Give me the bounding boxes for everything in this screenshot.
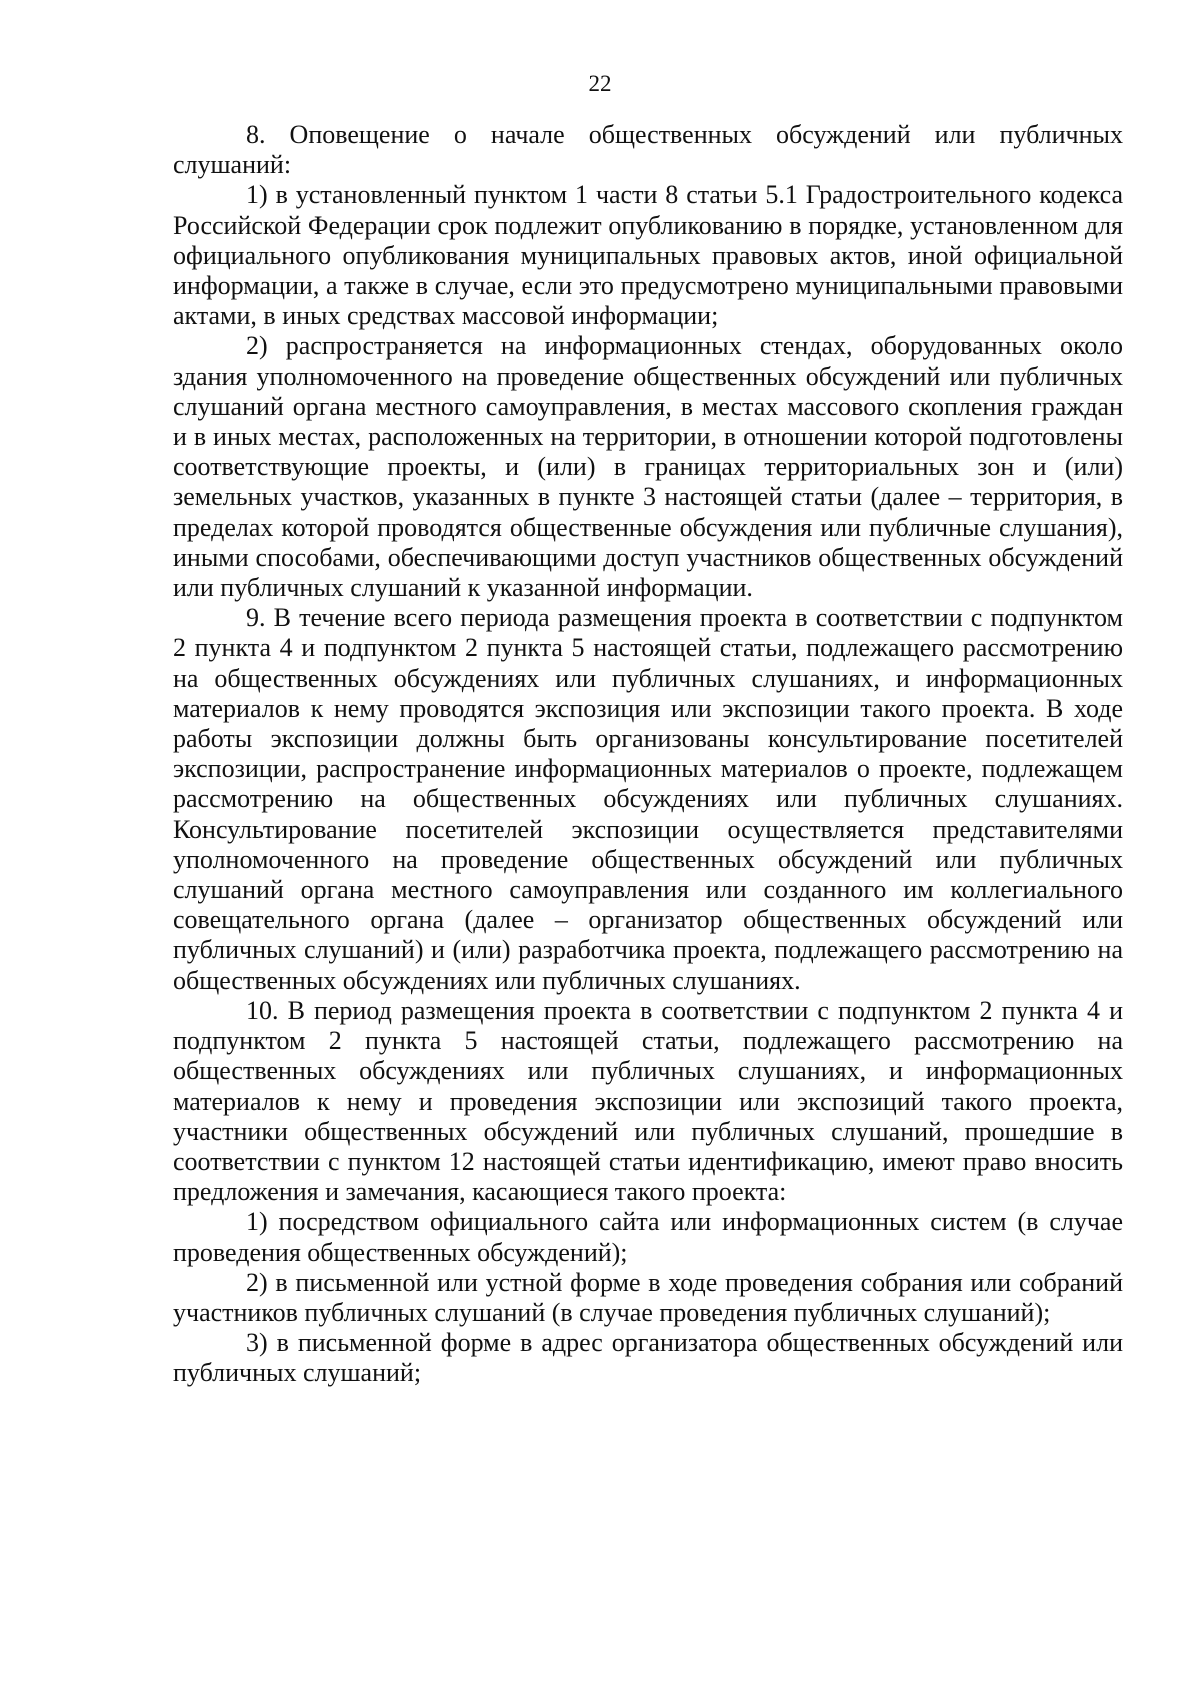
document-body [173,120,1123,1389]
paragraph-9: 9. В течение всего периода размещения проекта в соответствии с подпунктом 2 пункта 4 и подпунктом 2 пункта 5 настоящей статьи, подлежащего рассмотрению на общественных обсуждениях или публичных слушаниях, и информационных материалов к нему проводятся экспозиция или экспозиции такого проекта. В ходе работы экспозиции должны быть организованы консультирование посетителей экспозиции, распространение информационных материалов о проекте, подлежащем рассмотрению на общественных обсуждениях или публичных слушаниях. Консультирование посетителей экспозиции осуществляется представителями уполномоченного на проведение общественных обсуждений или публичных слушаний органа местного самоуправления или созданного им коллегиального совещательного органа (далее – организатор общественных обсуждений или публичных слушаний) и (или) разработчика проекта, подлежащего рассмотрению на общественных обсуждениях или публичных слушаниях. [173,603,1123,995]
paragraph-10-item-1: 1) посредством официального сайта или информационных систем (в случае проведения общественных обсуждений); [173,1207,1123,1267]
paragraph-8: 8. Оповещение о начале общественных обсуждений или публичных слушаний: [173,120,1123,180]
paragraph-10-item-3: 3) в письменной форме в адрес организатора общественных обсуждений или публичных слушаний; [173,1328,1123,1388]
paragraph-10: 10. В период размещения проекта в соответствии с подпунктом 2 пункта 4 и подпунктом 2 пункта 5 настоящей статьи, подлежащего рассмотрению на общественных обсуждениях или публичных слушаниях, и информационных материалов к нему и проведения экспозиции или экспозиций такого проекта, участники общественных обсуждений или публичных слушаний, прошедшие в соответствии с пунктом 12 настоящей статьи идентификацию, имеют право вносить предложения и замечания, касающиеся такого проекта: [173,995,1123,1207]
page-number: 22 [588,71,612,96]
paragraph-8-item-2: 2) распространяется на информационных стендах, оборудованных около здания уполномоченного на проведение общественных обсуждений или публичных слушаний органа местного самоуправления, в местах массового скопления граждан и в иных местах, расположенных на территории, в отношении которой подготовлены соответствующие проекты, и (или) в границах территориальных зон и (или) земельных участков, указанных в пункте 3 настоящей статьи (далее – территория, в пределах которой проводятся общественные обсуждения или публичные слушания), иными способами, обеспечивающими доступ участников общественных обсуждений или публичных слушаний к указанной информации. [173,331,1123,603]
paragraph-10-item-2: 2) в письменной или устной форме в ходе проведения собрания или собраний участников публичных слушаний (в случае проведения публичных слушаний); [173,1267,1123,1327]
paragraph-8-item-1: 1) в установленный пунктом 1 части 8 статьи 5.1 Градостроительного кодекса Российской Федерации срок подлежит опубликованию в порядке, установленном для официального опубликования муниципальных правовых актов, иной официальной информации, а также в случае, если это предусмотрено муниципальными правовыми актами, в иных средствах массовой информации; [173,180,1123,331]
